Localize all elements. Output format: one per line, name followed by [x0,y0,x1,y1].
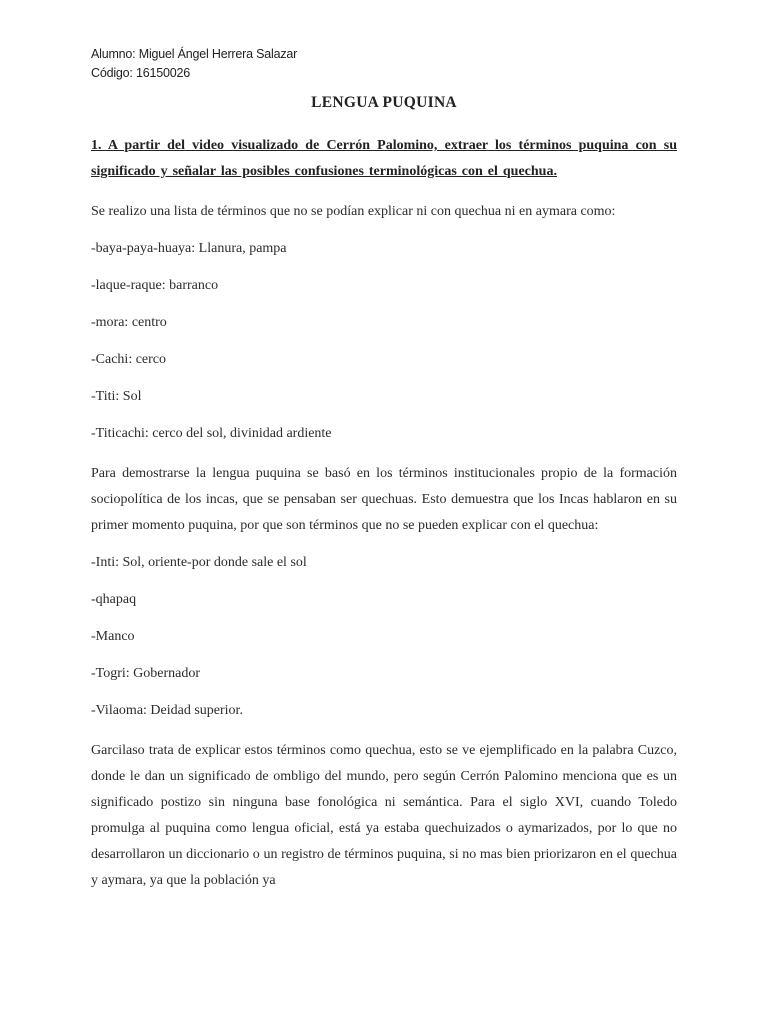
document-title: LENGUA PUQUINA [311,94,457,111]
list-item: -Vilaoma: Deidad superior. [91,703,243,718]
list-item: -Cachi: cerco [91,352,167,367]
list-item: -laque-raque: barranco [91,278,219,293]
list-item: -qhapaq [91,592,137,607]
header-block [91,45,297,83]
student-code: Código: 16150026 [91,66,190,80]
question-heading: 1. A partir del video visualizado de Cerrón Palomino, extraer los términos puquina con su significado y señalar las posibles confusiones terminológicas con el quechua. [91,138,677,179]
student-name: Alumno: Miguel Ángel Herrera Salazar [91,47,298,61]
intro-paragraph: Se realizo una lista de términos que no se podían explicar ni con quechua ni en aymara como: [91,204,616,219]
list-item: -Inti: Sol, oriente-por donde sale el sol [91,555,307,570]
document-body [91,133,677,894]
list-item: -Manco [91,629,135,644]
list-item: -mora: centro [91,315,167,330]
list-item: -Titi: Sol [91,389,142,404]
body-paragraph: Garcilaso trata de explicar estos términos como quechua, esto se ve ejemplificado en la palabra Cuzco, donde le dan un significado de ombligo del mundo, pero según Cerrón Palomino menciona que es un significado postizo sin ninguna base fonológica ni semántica. Para el siglo XVI, cuando Toledo promulga al puquina como lengua oficial, está ya estaba quechuizados o aymarizados, por lo que no desarrollaron un diccionario o un registro de términos puquina, si no mas bien priorizaron en el quechua y aymara, ya que la población ya [91,743,677,888]
list-item: -Togri: Gobernador [91,666,201,681]
list-item: -Titicachi: cerco del sol, divinidad ardiente [91,426,332,441]
body-paragraph: Para demostrarse la lengua puquina se basó en los términos institucionales propio de la formación sociopolítica de los incas, que se pensaban ser quechuas. Esto demuestra que los Incas hablaron en su primer momento puquina, por que son términos que no se pueden explicar con el quechua: [91,466,677,533]
list-item: -baya-paya-huaya: Llanura, pampa [91,241,287,256]
